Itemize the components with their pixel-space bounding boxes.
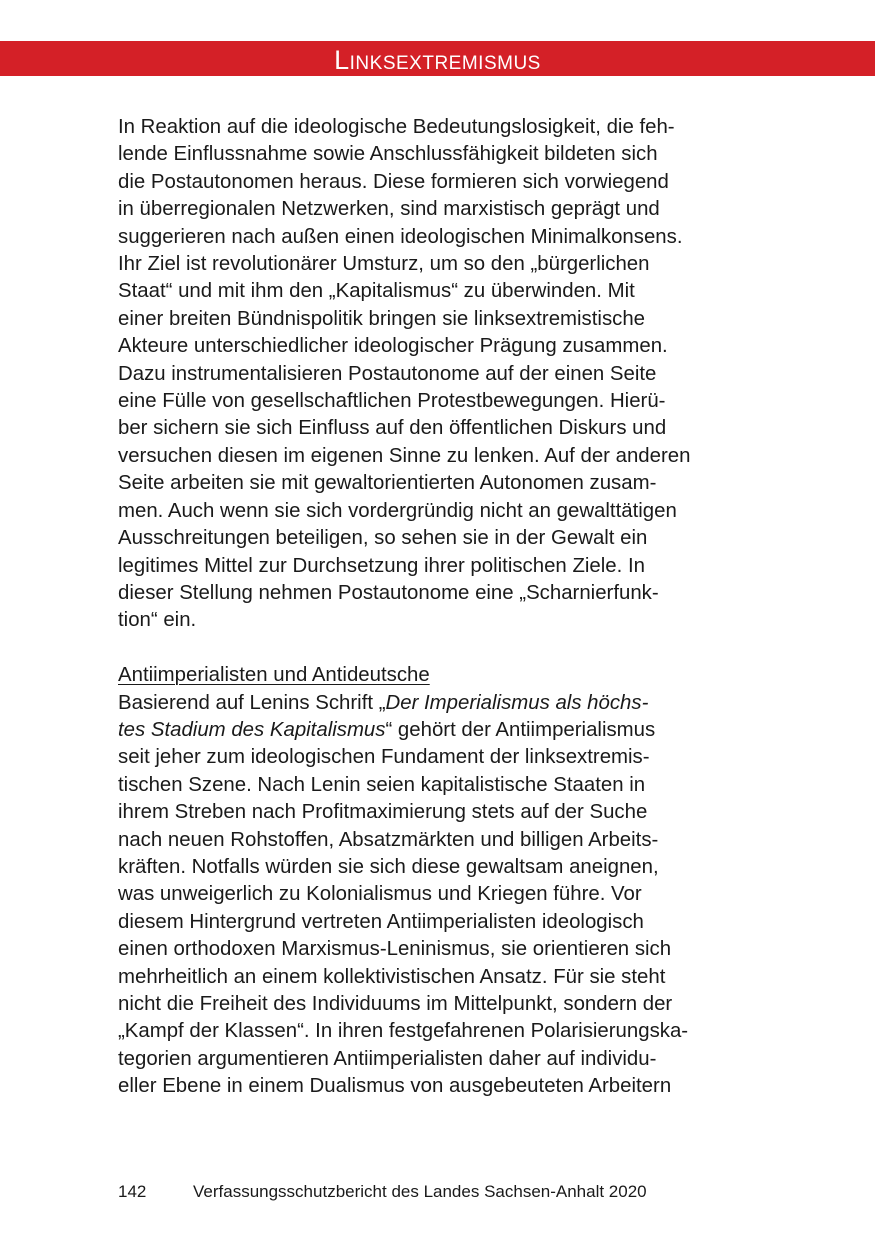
text-line: nach neuen Rohstoffen, Absatzmärkten und billigen Arbeits- — [118, 828, 659, 851]
text-line: eine Fülle von gesellschaftlichen Protestbewegungen. Hierü- — [118, 390, 666, 413]
text-line: men. Auch wenn sie sich vordergründig nicht an gewalttätigen — [118, 499, 677, 522]
text-line: kräften. Notfalls würden sie sich diese gewaltsam aneignen, — [118, 855, 659, 878]
text-segment: Basierend auf Lenins Schrift „ — [118, 691, 386, 714]
text-line: legitimes Mittel zur Durchsetzung ihrer politischen Ziele. In — [118, 554, 645, 577]
page-number: 142 — [118, 1182, 147, 1201]
text-line: In Reaktion auf die ideologische Bedeutungslosigkeit, die feh- — [118, 116, 675, 138]
text-line: Dazu instrumentalisieren Postautonome auf der einen Seite — [118, 362, 657, 385]
section-antiimperialisten — [118, 662, 743, 1101]
text-line: „Kampf der Klassen“. In ihren festgefahrenen Polarisierungska- — [118, 1020, 689, 1043]
text-line: einen orthodoxen Marxismus-Leninismus, sie orientieren sich — [118, 938, 672, 961]
text-line — [118, 690, 743, 717]
page-body — [118, 114, 743, 1101]
text-line: Akteure unterschiedlicher ideologischer Prägung zusammen. — [118, 335, 668, 358]
text-line: die Postautonomen heraus. Diese formieren sich vorwiegend — [118, 170, 669, 193]
text-line: tion“ ein. — [118, 609, 197, 632]
text-line: tegorien argumentieren Antiimperialisten daher auf individu- — [118, 1047, 657, 1070]
text-line: tischen Szene. Nach Lenin seien kapitalistische Staaten in — [118, 773, 646, 796]
text-line: seit jeher zum ideologischen Fundament der linksextremis- — [118, 746, 650, 769]
footer-publication-title: Verfassungsschutzbericht des Landes Sachsen-Anhalt 2020 — [193, 1182, 647, 1201]
text-line: lende Einflussnahme sowie Anschlussfähigkeit bildeten sich — [118, 143, 658, 166]
text-line: Staat“ und mit ihm den „Kapitalismus“ zu überwinden. Mit — [118, 280, 635, 303]
text-line: versuchen diesen im eigenen Sinne zu lenken. Auf der anderen — [118, 444, 691, 467]
text-line: einer breiten Bündnispolitik bringen sie linksextremistische — [118, 307, 646, 330]
text-line: nicht die Freiheit des Individuums im Mittelpunkt, sondern der — [118, 992, 673, 1015]
section-heading — [118, 662, 743, 689]
section-heading-text: Antiimperialisten und Antideutsche — [118, 664, 430, 687]
text-line: ber sichern sie sich Einfluss auf den öffentlichen Diskurs und — [118, 417, 667, 440]
text-line: dieser Stellung nehmen Postautonome eine „Scharnierfunk- — [118, 581, 659, 604]
text-line: Ausschreitungen beteiligen, so sehen sie in der Gewalt ein — [118, 527, 648, 550]
book-title-italic: Der Imperialismus als höchs- — [385, 691, 649, 714]
text-line: Seite arbeiten sie mit gewaltorientierten Autonomen zusam- — [118, 472, 657, 495]
paragraph-postautonome — [118, 114, 743, 635]
paragraph-gap — [118, 635, 743, 662]
chapter-header-bar — [0, 41, 875, 76]
text-line: diesem Hintergrund vertreten Antiimperialisten ideologisch — [118, 910, 644, 933]
book-title-italic: tes Stadium des Kapitalismus — [118, 718, 386, 741]
text-line: was unweigerlich zu Kolonialismus und Kriegen führe. Vor — [118, 883, 642, 906]
text-line: ihrem Streben nach Profitmaximierung stets auf der Suche — [118, 801, 648, 824]
text-line: in überregionalen Netzwerken, sind marxistisch geprägt und — [118, 198, 660, 221]
text-line: Ihr Ziel ist revolutionärer Umsturz, um so den „bürgerlichen — [118, 253, 650, 276]
chapter-title: Linksextremismus — [334, 45, 541, 75]
text-line: suggerieren nach außen einen ideologischen Minimalkonsens. — [118, 225, 683, 248]
text-line: eller Ebene in einem Dualismus von ausgebeuteten Arbeitern — [118, 1075, 672, 1098]
text-line — [118, 717, 743, 744]
text-segment: “ gehört der Antiimperialismus — [385, 718, 656, 741]
text-line: mehrheitlich an einem kollektivistischen Ansatz. Für sie steht — [118, 965, 666, 988]
